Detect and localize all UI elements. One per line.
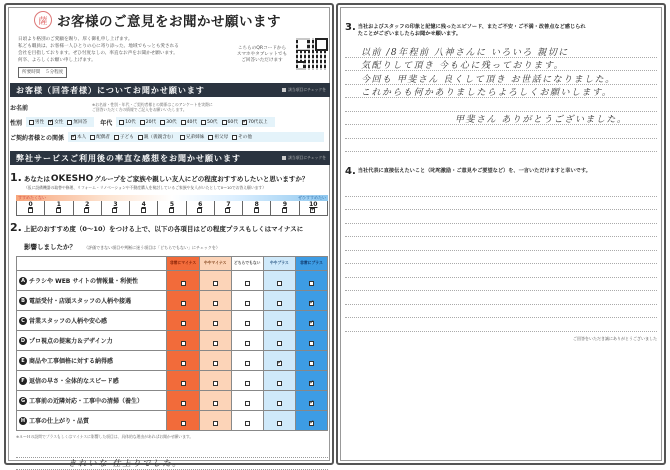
- rating-item-label: [17, 271, 167, 291]
- checkbox[interactable]: [119, 120, 124, 125]
- scale-number: 10: [309, 201, 318, 208]
- section-title: お客様（回答者様）についてお聞かせ願います: [16, 85, 205, 95]
- rating-cell[interactable]: [295, 411, 327, 431]
- question-text: 当社代表に直接伝えたいこと（叱咤激励・ご意見やご要望など）を、一言いただけますと幸いです。: [357, 168, 591, 174]
- rating-item-label: [17, 331, 167, 351]
- checkbox[interactable]: [71, 135, 76, 140]
- checkbox[interactable]: [84, 208, 89, 213]
- checkbox[interactable]: [140, 120, 145, 125]
- rating-row: [17, 331, 328, 351]
- intro-line: 何卒、よろしくお願い申し上げます。: [18, 58, 96, 63]
- checkbox[interactable]: [277, 281, 282, 286]
- question-number: 1.: [10, 171, 22, 184]
- rating-item-label: [17, 391, 167, 411]
- checkbox[interactable]: [114, 135, 119, 140]
- question-4: [345, 166, 663, 177]
- age-option[interactable]: [181, 119, 197, 125]
- option-label: 70代以上: [247, 120, 268, 125]
- checkbox[interactable]: [309, 301, 314, 306]
- rating-cell[interactable]: [231, 371, 263, 391]
- rating-cell[interactable]: [263, 311, 295, 331]
- checkbox[interactable]: [254, 208, 259, 213]
- scale-number: 3: [113, 201, 118, 208]
- gender-label: 性別: [10, 119, 23, 127]
- letter-badge-icon: B: [19, 297, 27, 305]
- checkbox[interactable]: [112, 208, 117, 213]
- checkbox[interactable]: [222, 120, 227, 125]
- checkbox[interactable]: [213, 281, 218, 286]
- question-2-footnote: ※Ａ〜Ｈの設問でプラスもしくはマイナスに影響した項目は、具体的な理由があればお聞かせ願います。: [16, 434, 194, 439]
- checkbox[interactable]: [56, 208, 61, 213]
- checkbox[interactable]: [181, 321, 186, 326]
- option-label: 10代: [125, 120, 136, 125]
- qr-note-line: スマホやタブレットでも: [236, 52, 288, 57]
- checkbox[interactable]: [245, 301, 250, 306]
- checkbox[interactable]: [245, 321, 250, 326]
- checkbox[interactable]: [309, 361, 314, 366]
- option-label: 無回答: [73, 120, 88, 125]
- scale-number: 2: [85, 201, 90, 208]
- rating-cell[interactable]: [199, 371, 231, 391]
- checkbox[interactable]: [309, 341, 314, 346]
- scale-option-6[interactable]: [187, 201, 215, 215]
- option-label: 男性: [35, 120, 45, 125]
- intro-block: [10, 36, 330, 78]
- checkbox[interactable]: [310, 208, 315, 213]
- name-row: [10, 102, 330, 112]
- answer-line[interactable]: [345, 58, 657, 72]
- hint-text: 該当項目にチェックを: [288, 155, 326, 160]
- option-label: 祖父母: [214, 135, 229, 140]
- relation-option[interactable]: [180, 134, 204, 140]
- option-label: 本人: [77, 135, 87, 140]
- rating-cell[interactable]: [231, 311, 263, 331]
- scale-option-7[interactable]: [215, 201, 243, 215]
- checkbox[interactable]: [29, 120, 34, 125]
- hint-text: 該当項目にチェックを: [288, 87, 326, 92]
- rating-cell[interactable]: [199, 271, 231, 291]
- scale-option-9[interactable]: [271, 201, 299, 215]
- scale-number: 7: [226, 201, 231, 208]
- scale-options: [16, 201, 328, 216]
- age-option[interactable]: [160, 119, 176, 125]
- scale-high-label: ぜひすすめたい: [297, 195, 326, 200]
- ratings-header-row: [17, 257, 328, 271]
- option-label: 親（義親含む）: [143, 135, 176, 140]
- rating-cell[interactable]: [199, 411, 231, 431]
- scale-option-4[interactable]: [130, 201, 158, 215]
- answer-line[interactable]: [345, 197, 657, 211]
- answer-line[interactable]: [345, 224, 657, 238]
- rating-cell[interactable]: [263, 351, 295, 371]
- left-page: [10, 6, 330, 470]
- handwritten-text: 甲斐さん ありがとうございました。: [455, 115, 628, 125]
- question-line: 当社およびスタッフの印象と記憶に残ったエピソード、またご不安・ご不満・改善点など感じられ: [357, 24, 586, 30]
- checkbox[interactable]: [245, 361, 250, 366]
- question-3: [345, 22, 663, 38]
- checkbox[interactable]: [213, 401, 218, 406]
- checkbox[interactable]: [181, 301, 186, 306]
- rating-cell[interactable]: [167, 311, 199, 331]
- answer-line[interactable]: [345, 251, 657, 265]
- checkbox[interactable]: [282, 208, 287, 213]
- relation-option-self[interactable]: [71, 134, 86, 140]
- answer-line[interactable]: [345, 291, 657, 305]
- relation-option[interactable]: [208, 134, 228, 140]
- rating-cell[interactable]: [167, 391, 199, 411]
- rating-cell[interactable]: [263, 411, 295, 431]
- answer-line[interactable]: [345, 112, 657, 126]
- gender-option-male[interactable]: [29, 119, 44, 125]
- title-row: [34, 10, 330, 30]
- checkbox[interactable]: [245, 421, 250, 426]
- column-neutral: どちらでもない: [231, 257, 263, 271]
- handwritten-text: これからも何かありましたらよろしくお願いします。: [361, 88, 613, 98]
- section-title: 弊社サービスご利用後の率直な感想をお聞かせ願います: [16, 153, 241, 163]
- item-text: チラシや WEB サイトの情報量・利便性: [29, 277, 139, 285]
- relation-option[interactable]: [232, 134, 252, 140]
- section-service-header: [10, 151, 330, 165]
- rating-cell[interactable]: [263, 391, 295, 411]
- rating-cell[interactable]: [263, 271, 295, 291]
- relation-option[interactable]: [90, 134, 110, 140]
- item-text: 返信の早さ・全体的なスピード感: [29, 377, 119, 385]
- question-2-line2: [10, 234, 330, 253]
- checkbox[interactable]: [277, 401, 282, 406]
- relation-options: [68, 132, 324, 142]
- item-text: プロ視点の提案力＆デザイン力: [29, 337, 113, 345]
- column-very-negative: 非常にマイナス: [167, 257, 199, 271]
- handwritten-answer: きれいな 仕上りでした。: [68, 459, 183, 469]
- question-number: 3.: [345, 22, 356, 33]
- scale-option-2[interactable]: [74, 201, 102, 215]
- rating-cell[interactable]: [263, 371, 295, 391]
- handwritten-text: 気配りして頂き 今も心に残っております。: [361, 61, 565, 71]
- rating-cell[interactable]: [295, 391, 327, 411]
- option-label: 女性: [54, 120, 64, 125]
- checkbox[interactable]: [213, 301, 218, 306]
- checkbox[interactable]: [232, 135, 237, 140]
- checkbox[interactable]: [245, 381, 250, 386]
- gender-options: [26, 117, 94, 127]
- brand-name: OKESHO: [50, 174, 94, 184]
- option-label: 30代: [166, 120, 177, 125]
- rating-cell[interactable]: [231, 351, 263, 371]
- column-slightly-positive: ややプラス: [263, 257, 295, 271]
- relation-option[interactable]: [138, 134, 176, 140]
- letter-badge-icon: F: [19, 377, 27, 385]
- item-text: 商品や工事価格に対する納得感: [29, 357, 114, 365]
- option-label: その他: [238, 135, 252, 140]
- checkbox[interactable]: [225, 208, 230, 213]
- rating-item-label: [17, 291, 167, 311]
- answer-line[interactable]: [345, 210, 657, 224]
- checkbox[interactable]: [309, 421, 314, 426]
- question-text: グループをご家族や親しい友人にどの程度おすすめしたいと思いますか？: [94, 175, 309, 183]
- option-label: 兄弟姉妹: [185, 135, 205, 140]
- checkbox[interactable]: [277, 301, 282, 306]
- checkbox[interactable]: [245, 341, 250, 346]
- checkbox[interactable]: [309, 381, 314, 386]
- age-option[interactable]: [222, 119, 238, 125]
- age-option[interactable]: [119, 119, 135, 125]
- checkbox[interactable]: [67, 120, 72, 125]
- rating-row: [17, 391, 328, 411]
- scale-number: 5: [169, 201, 175, 208]
- checkbox[interactable]: [181, 421, 186, 426]
- gender-option-female[interactable]: [48, 119, 63, 125]
- answer-line[interactable]: [345, 305, 657, 319]
- answer-line[interactable]: [345, 264, 657, 278]
- rating-cell[interactable]: [231, 411, 263, 431]
- letter-badge-icon: H: [20, 418, 26, 425]
- age-option[interactable]: [140, 119, 156, 125]
- rating-cell[interactable]: [167, 271, 199, 291]
- scale-number: 1: [56, 201, 61, 208]
- section-hint: [282, 87, 326, 93]
- question-2-note: （評価できない項目や判断に迷う項目は「どちらでもない」にチェックを）: [84, 245, 220, 250]
- gender-age-row: [10, 117, 330, 127]
- scale-option-5[interactable]: [158, 201, 186, 215]
- rating-cell[interactable]: [231, 271, 263, 291]
- age-option[interactable]: [201, 119, 217, 125]
- answer-line[interactable]: [345, 183, 657, 197]
- qr-note-line: ご回答いただけます: [241, 58, 283, 63]
- letter-badge-icon: A: [19, 277, 27, 285]
- rating-cell[interactable]: [199, 331, 231, 351]
- rating-row: [17, 271, 328, 291]
- rating-cell[interactable]: [295, 271, 327, 291]
- time-required-badge: 所要時間 ５分程度: [18, 67, 67, 78]
- checkbox[interactable]: [213, 341, 218, 346]
- rating-cell[interactable]: [199, 391, 231, 411]
- checkbox[interactable]: [277, 381, 282, 386]
- item-text: 営業スタッフの人柄や安心感: [29, 317, 108, 325]
- rating-cell[interactable]: [263, 291, 295, 311]
- question-number: 4.: [345, 166, 356, 177]
- option-label: 20代: [145, 120, 157, 125]
- checkbox[interactable]: [90, 135, 95, 140]
- rating-cell[interactable]: [295, 331, 327, 351]
- qr-note: [232, 46, 292, 78]
- scale-option-10[interactable]: [300, 201, 327, 215]
- rating-item-label: [17, 311, 167, 331]
- rating-cell[interactable]: [167, 351, 199, 371]
- company-seal-icon: 薩: [34, 11, 52, 29]
- scale-number: 4: [141, 201, 146, 208]
- rating-cell[interactable]: [167, 331, 199, 351]
- answer-line[interactable]: [345, 71, 657, 85]
- relation-row: [10, 132, 330, 142]
- answer-line[interactable]: [345, 44, 657, 58]
- rating-cell[interactable]: [231, 391, 263, 411]
- rating-row: [17, 371, 328, 391]
- question-text: 影響しましたか？: [24, 243, 76, 251]
- age-options: [116, 117, 274, 127]
- section-hint: [282, 155, 326, 161]
- letter-badge-icon: C: [19, 317, 27, 325]
- item-text: 工事の仕上がり・品質: [29, 417, 90, 425]
- rating-row: [17, 351, 328, 371]
- option-label: 60代: [227, 120, 238, 125]
- rating-cell[interactable]: [295, 291, 327, 311]
- item-text: 工事前の近隣対応・工事中の清掃（養生）: [29, 397, 144, 405]
- scale-number: 8: [254, 201, 259, 208]
- rating-item-label: [17, 351, 167, 371]
- rating-row: [17, 411, 328, 431]
- right-page: [345, 6, 663, 342]
- rating-cell[interactable]: [167, 411, 199, 431]
- note-line: ご回答いただく方の情報でご記入をお願いいたします。: [92, 107, 187, 112]
- checkbox[interactable]: [181, 401, 186, 406]
- option-label: 配偶者: [96, 135, 111, 140]
- question-1: [10, 171, 330, 184]
- question-text: あなたは: [23, 175, 50, 183]
- checkbox[interactable]: [277, 341, 282, 346]
- note-line: ※お名前・性別・年代・ご契約者様との関係はこのアンケートを実際に: [92, 102, 213, 107]
- recommend-scale: [16, 195, 328, 216]
- checkbox[interactable]: [141, 208, 146, 213]
- intro-text: [18, 36, 218, 78]
- name-note: [92, 102, 213, 112]
- rating-cell[interactable]: [231, 291, 263, 311]
- option-label: 子ども: [120, 135, 134, 140]
- question-2-answer-lines[interactable]: [16, 446, 328, 470]
- age-option-70-plus[interactable]: [242, 119, 268, 125]
- section-customer-header: [10, 83, 330, 97]
- checkbox[interactable]: [181, 381, 186, 386]
- checkbox[interactable]: [181, 341, 186, 346]
- answer-line[interactable]: [345, 139, 657, 153]
- answer-line[interactable]: [16, 458, 328, 470]
- scale-option-3[interactable]: [102, 201, 130, 215]
- checkbox[interactable]: [277, 321, 282, 326]
- checkbox[interactable]: [309, 281, 314, 286]
- checkbox[interactable]: [245, 401, 250, 406]
- closing-thanks: ご回答をいただき誠にありがとうございました: [573, 335, 657, 341]
- rating-row: [17, 311, 328, 331]
- scale-option-1[interactable]: [45, 201, 73, 215]
- item-text: 電話受付・店頭スタッフの人柄や接遇: [29, 297, 132, 305]
- option-label: 50代: [207, 120, 218, 125]
- answer-line[interactable]: [345, 237, 657, 251]
- checkbox[interactable]: [245, 281, 250, 286]
- scale-number: 0: [28, 201, 33, 208]
- question-2: [10, 221, 330, 234]
- scale-number: 9: [282, 201, 288, 208]
- name-label: お名前: [10, 104, 29, 112]
- intro-line: 会社を目指しております。ぜひ忖度なしの、率直なお声をお聞かせ願います。: [18, 51, 178, 56]
- question-line: たことがございましたらお聞かせ願います。: [357, 31, 462, 37]
- qr-code-icon[interactable]: [296, 38, 328, 70]
- age-label: 年代: [100, 119, 113, 127]
- question-number: 2.: [10, 221, 22, 234]
- checkbox[interactable]: [213, 421, 218, 426]
- relation-label: ご契約者様との関係: [10, 134, 65, 142]
- checkbox[interactable]: [208, 135, 213, 140]
- column-slightly-negative: ややマイナス: [199, 257, 231, 271]
- rating-cell[interactable]: [199, 351, 231, 371]
- rating-item-label: [17, 371, 167, 391]
- checkbox[interactable]: [138, 135, 143, 140]
- letter-badge-icon: D: [20, 338, 26, 345]
- option-label: 40代: [186, 120, 198, 125]
- rating-item-label: [17, 411, 167, 431]
- rating-cell[interactable]: [295, 311, 327, 331]
- ratings-table: [16, 256, 328, 431]
- checkbox[interactable]: [181, 361, 186, 366]
- checkbox-icon: [282, 88, 286, 92]
- answer-line[interactable]: [345, 85, 657, 99]
- column-very-positive: 非常にプラス: [295, 257, 327, 271]
- rating-row: [17, 291, 328, 311]
- checkbox[interactable]: [213, 321, 218, 326]
- checkbox[interactable]: [213, 381, 218, 386]
- checkbox[interactable]: [48, 120, 53, 125]
- rating-cell[interactable]: [231, 331, 263, 351]
- question-4-answer-lines[interactable]: [345, 183, 657, 332]
- scale-option-8[interactable]: [243, 201, 271, 215]
- handwritten-text: 以前 /8年程前 八神さんに いろいろ 親切に: [361, 47, 569, 58]
- checkbox[interactable]: [277, 421, 282, 426]
- rating-cell[interactable]: [199, 311, 231, 331]
- question-text: 上記のおすすめ度（0〜10）をつける上で、以下の各項目はどの程度プラスもしくはマイナスに: [23, 225, 304, 233]
- gender-option-no-answer[interactable]: [67, 119, 87, 125]
- checkbox[interactable]: [181, 120, 186, 125]
- checkbox[interactable]: [169, 208, 174, 213]
- relation-option[interactable]: [114, 134, 134, 140]
- rating-cell[interactable]: [263, 331, 295, 351]
- qr-note-line: こちらのQRコードから: [237, 46, 287, 51]
- question-text: [358, 24, 586, 38]
- answer-line[interactable]: [345, 98, 657, 112]
- checkbox[interactable]: [181, 281, 186, 286]
- letter-badge-icon: G: [20, 398, 26, 405]
- scale-option-0[interactable]: [17, 201, 45, 215]
- checkbox[interactable]: [180, 135, 185, 140]
- checkbox[interactable]: [309, 401, 314, 406]
- checkbox[interactable]: [309, 321, 314, 326]
- checkbox[interactable]: [160, 120, 165, 125]
- rating-cell[interactable]: [295, 351, 327, 371]
- answer-line[interactable]: [345, 318, 657, 332]
- checkbox-icon: [282, 156, 286, 160]
- rating-cell[interactable]: [295, 371, 327, 391]
- intro-line: 日頃より格別のご愛顧を賜り、厚く御礼申し上げます。: [18, 37, 133, 42]
- intro-line: 私ども職員は、お客様一人ひとりの心に寄り添った、地域でもっとも愛される: [18, 44, 179, 49]
- checkbox[interactable]: [28, 208, 33, 213]
- scale-number: 6: [198, 201, 203, 208]
- question-3-answer-lines[interactable]: [345, 44, 657, 152]
- scale-low-label: すすめたくない: [18, 195, 47, 200]
- question-1-note: （仮に設備機器の取替や修理、リフォーム・リノベーションや不動産購入を検討しているご家族や友人がいたとして0〜10でお答え願います）: [24, 185, 267, 190]
- checkbox[interactable]: [197, 208, 202, 213]
- item-column-header: [17, 257, 167, 271]
- rating-cell[interactable]: [167, 371, 199, 391]
- rating-cell[interactable]: [199, 291, 231, 311]
- handwritten-text: 今回も 甲斐さん 良くして頂き お世話になりました。: [361, 74, 616, 85]
- letter-badge-icon: E: [19, 357, 27, 365]
- checkbox[interactable]: [242, 120, 247, 125]
- checkbox[interactable]: [213, 361, 218, 366]
- page-title: お客様のご意見をお聞かせ願います: [57, 14, 281, 30]
- rating-cell[interactable]: [167, 291, 199, 311]
- answer-line[interactable]: [345, 278, 657, 292]
- checkbox[interactable]: [277, 361, 282, 366]
- answer-line[interactable]: [345, 125, 657, 139]
- checkbox[interactable]: [201, 120, 206, 125]
